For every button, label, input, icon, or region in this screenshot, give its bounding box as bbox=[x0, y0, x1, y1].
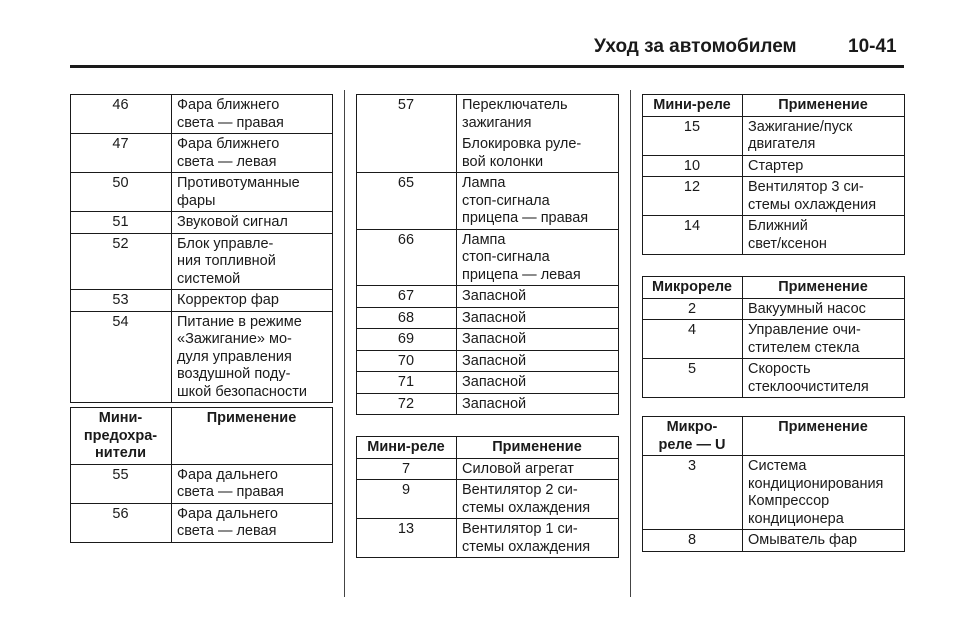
fuse-number: 72 bbox=[357, 393, 457, 415]
fuse-description: Корректор фар bbox=[172, 290, 333, 312]
relay-description-secondary: Компрессор кондиционера bbox=[748, 493, 844, 527]
table-row bbox=[71, 95, 333, 134]
fuse-number: 70 bbox=[357, 350, 457, 372]
fuse-number: 52 bbox=[71, 233, 172, 290]
relay-number: 12 bbox=[643, 177, 743, 216]
fuse-table-col2 bbox=[356, 94, 619, 415]
fuse-number: 54 bbox=[71, 311, 172, 403]
fuse-description: Фара дальнего света — левая bbox=[172, 503, 333, 542]
table-row bbox=[357, 372, 619, 394]
relay-number: 7 bbox=[357, 458, 457, 480]
table-row bbox=[357, 307, 619, 329]
relay-number: 13 bbox=[357, 519, 457, 558]
table-row bbox=[71, 311, 333, 403]
fuse-number: 50 bbox=[71, 173, 172, 212]
fuse-description: Запасной bbox=[457, 329, 619, 351]
column-divider-right bbox=[630, 90, 631, 597]
mini-relay-table-col3 bbox=[642, 94, 905, 255]
fuse-number: 51 bbox=[71, 212, 172, 234]
relay-description: Скорость стеклоочистителя bbox=[743, 359, 905, 398]
table-header-row bbox=[643, 95, 905, 117]
table-row bbox=[357, 519, 619, 558]
table-row bbox=[357, 458, 619, 480]
column-header-number: Мини-реле bbox=[643, 95, 743, 117]
relay-number: 15 bbox=[643, 116, 743, 155]
relay-number: 8 bbox=[643, 530, 743, 552]
relay-description: Вентилятор 3 си- стемы охлаждения bbox=[743, 177, 905, 216]
fuse-description: Блок управле- ния топливной системой bbox=[172, 233, 333, 290]
fuse-description: Фара дальнего света — правая bbox=[172, 464, 333, 503]
header-rule bbox=[70, 65, 904, 68]
fuse-number: 69 bbox=[357, 329, 457, 351]
mini-fuse-table bbox=[70, 407, 333, 543]
fuse-number: 65 bbox=[357, 173, 457, 230]
fuse-description: Фара ближнего света — левая bbox=[172, 134, 333, 173]
fuse-number: 68 bbox=[357, 307, 457, 329]
fuse-description: Запасной bbox=[457, 350, 619, 372]
table-row bbox=[643, 530, 905, 552]
table-row bbox=[643, 116, 905, 155]
table-row bbox=[71, 212, 333, 234]
table-row bbox=[71, 233, 333, 290]
table-row bbox=[643, 216, 905, 255]
fuse-number: 46 bbox=[71, 95, 172, 134]
fuse-description-cell bbox=[457, 95, 619, 173]
table-row bbox=[643, 177, 905, 216]
fuse-table-col1 bbox=[70, 94, 333, 403]
table-row bbox=[71, 464, 333, 503]
table-row bbox=[71, 290, 333, 312]
fuse-description: Переключатель зажигания bbox=[462, 97, 568, 131]
table-row bbox=[357, 480, 619, 519]
table-row bbox=[357, 95, 619, 173]
relay-description: Вентилятор 1 си- стемы охлаждения bbox=[457, 519, 619, 558]
mini-relay-table-col2 bbox=[356, 436, 619, 558]
relay-description-cell bbox=[743, 456, 905, 530]
fuse-description: Звуковой сигнал bbox=[172, 212, 333, 234]
table-header-row bbox=[357, 437, 619, 459]
table-header-row bbox=[643, 417, 905, 456]
table-row bbox=[357, 286, 619, 308]
column-divider-left bbox=[344, 90, 345, 597]
fuse-description: Запасной bbox=[457, 286, 619, 308]
relay-number: 3 bbox=[643, 456, 743, 530]
relay-description: Вакуумный насос bbox=[743, 298, 905, 320]
table-row bbox=[643, 456, 905, 530]
table-row bbox=[643, 298, 905, 320]
fuse-description: Запасной bbox=[457, 372, 619, 394]
fuse-description: Лампа стоп-сигнала прицепа — правая bbox=[457, 173, 619, 230]
fuse-description: Запасной bbox=[457, 307, 619, 329]
page-title: Уход за автомобилем bbox=[594, 36, 797, 57]
column-header-number: Мини- предохра- нители bbox=[71, 408, 172, 465]
fuse-number: 67 bbox=[357, 286, 457, 308]
column-header-application: Применение bbox=[172, 408, 333, 465]
relay-number: 10 bbox=[643, 155, 743, 177]
relay-description: Ближний свет/ксенон bbox=[743, 216, 905, 255]
column-header-application: Применение bbox=[743, 95, 905, 117]
relay-description: Вентилятор 2 си- стемы охлаждения bbox=[457, 480, 619, 519]
relay-number: 9 bbox=[357, 480, 457, 519]
table-row bbox=[643, 155, 905, 177]
table-row bbox=[643, 320, 905, 359]
table-row bbox=[357, 173, 619, 230]
relay-description: Омыватель фар bbox=[743, 530, 905, 552]
column-header-number: Микро- реле — U bbox=[643, 417, 743, 456]
relay-number: 4 bbox=[643, 320, 743, 359]
fuse-description: Лампа стоп-сигнала прицепа — левая bbox=[457, 229, 619, 286]
relay-description: Управление очи- стителем стекла bbox=[743, 320, 905, 359]
table-row bbox=[71, 503, 333, 542]
table-row bbox=[357, 350, 619, 372]
table-row bbox=[357, 329, 619, 351]
relay-number: 2 bbox=[643, 298, 743, 320]
fuse-description-secondary: Блокировка руле- вой колонки bbox=[462, 136, 582, 170]
fuse-description: Запасной bbox=[457, 393, 619, 415]
relay-number: 5 bbox=[643, 359, 743, 398]
fuse-number: 57 bbox=[357, 95, 457, 173]
fuse-number: 55 bbox=[71, 464, 172, 503]
table-row bbox=[357, 229, 619, 286]
relay-description: Стартер bbox=[743, 155, 905, 177]
column-header-application: Применение bbox=[743, 417, 905, 456]
micro-relay-u-table bbox=[642, 416, 905, 552]
fuse-number: 71 bbox=[357, 372, 457, 394]
fuse-number: 53 bbox=[71, 290, 172, 312]
fuse-number: 56 bbox=[71, 503, 172, 542]
table-header-row bbox=[71, 408, 333, 465]
table-row bbox=[643, 359, 905, 398]
micro-relay-table bbox=[642, 276, 905, 398]
table-row bbox=[357, 393, 619, 415]
column-header-application: Применение bbox=[743, 277, 905, 299]
table-row bbox=[71, 173, 333, 212]
relay-description: Зажигание/пуск двигателя bbox=[743, 116, 905, 155]
fuse-description: Фара ближнего света — правая bbox=[172, 95, 333, 134]
page-number: 10-41 bbox=[848, 36, 897, 57]
fuse-number: 47 bbox=[71, 134, 172, 173]
column-header-application: Применение bbox=[457, 437, 619, 459]
table-row bbox=[71, 134, 333, 173]
column-header-number: Мини-реле bbox=[357, 437, 457, 459]
fuse-description: Питание в режиме «Зажигание» мо- дуля управления воздушной поду- шкой безопасности bbox=[172, 311, 333, 403]
relay-number: 14 bbox=[643, 216, 743, 255]
table-header-row bbox=[643, 277, 905, 299]
column-header-number: Микрореле bbox=[643, 277, 743, 299]
relay-description: Система кондиционирования bbox=[748, 458, 884, 492]
fuse-description: Противотуманные фары bbox=[172, 173, 333, 212]
relay-description: Силовой агрегат bbox=[457, 458, 619, 480]
fuse-number: 66 bbox=[357, 229, 457, 286]
